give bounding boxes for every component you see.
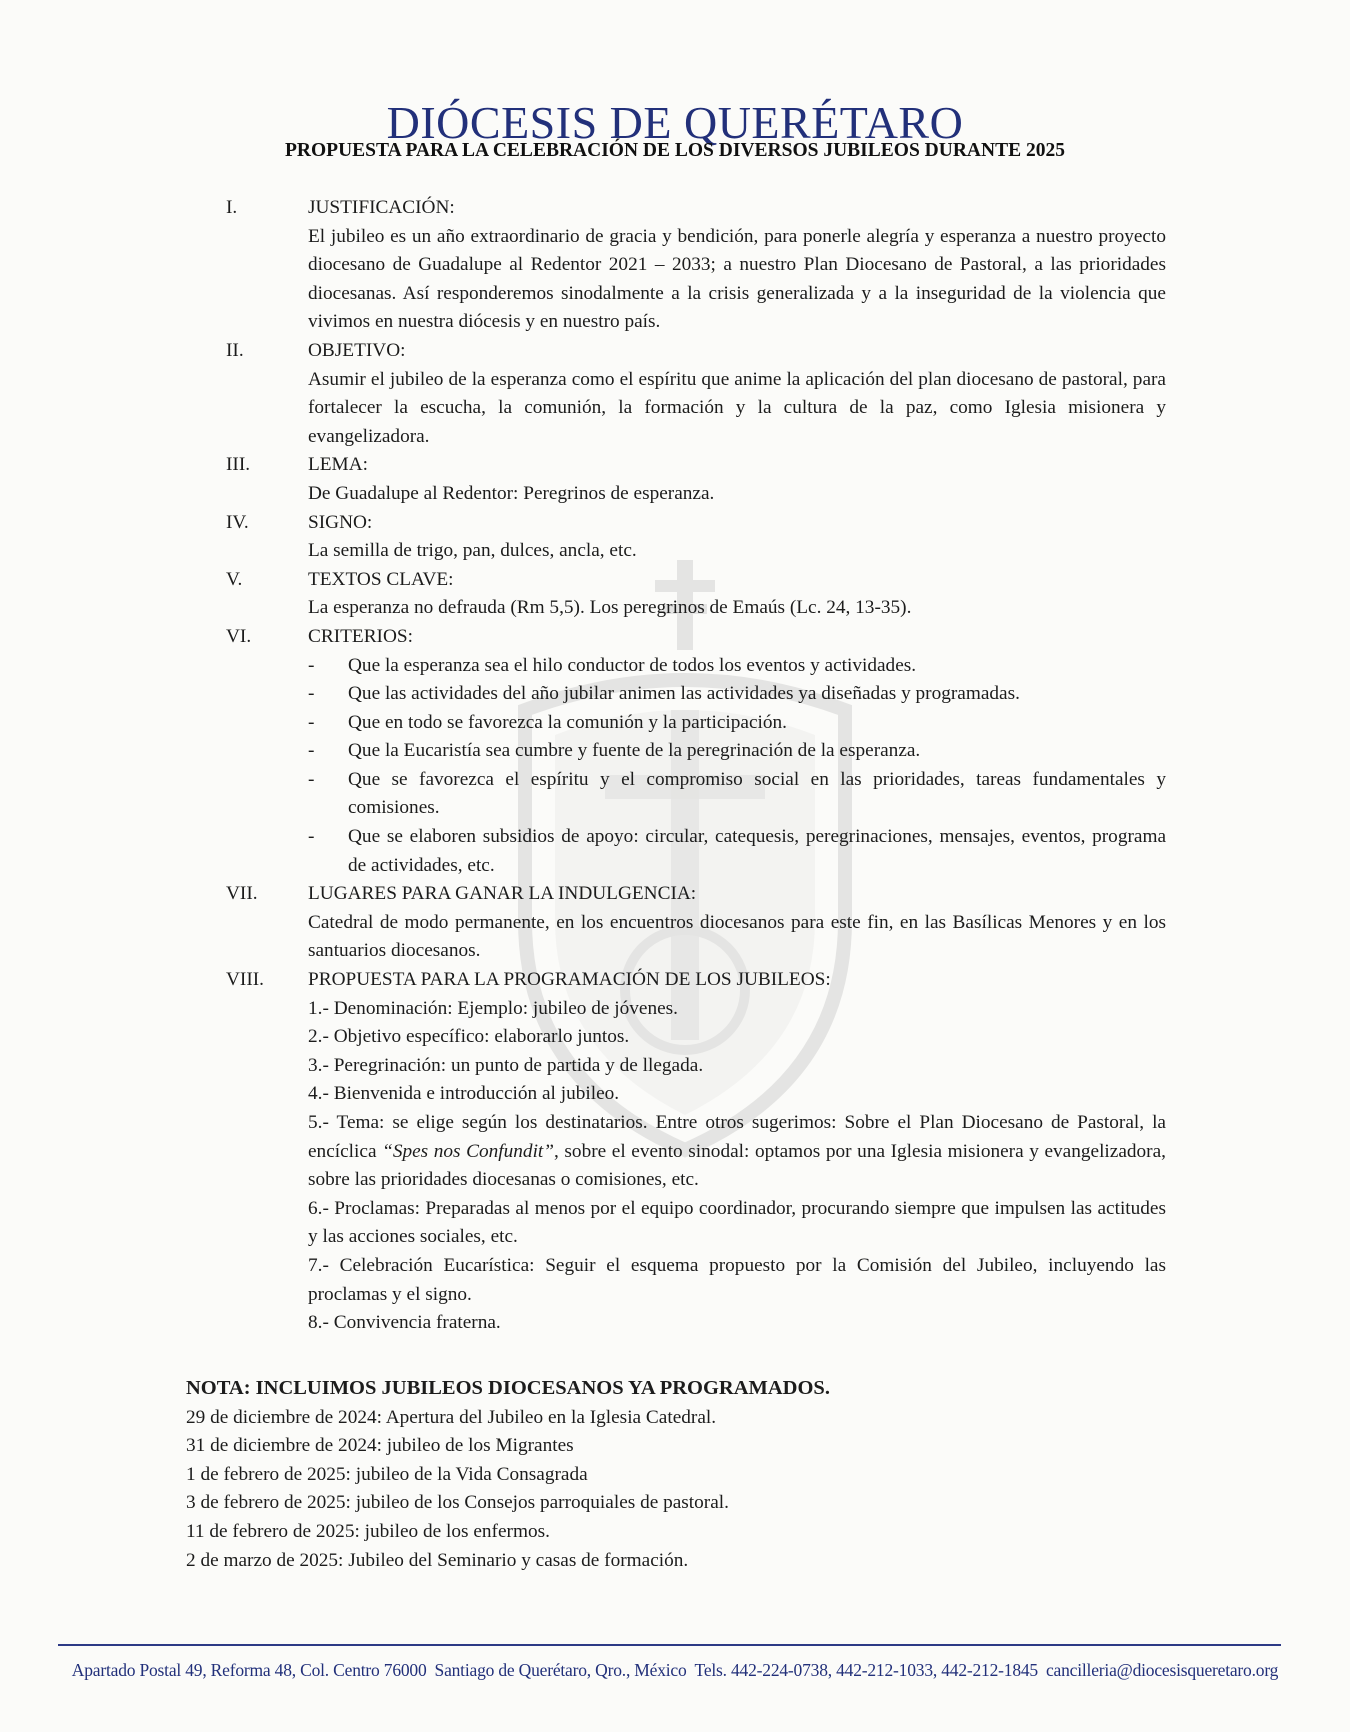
list-item: 6.- Proclamas: Preparadas al menos por el equipo coordinador, procurando siempre que impulsen las actitudes y las acciones sociales, etc.	[308, 1197, 1166, 1248]
list-item: - Que la esperanza sea el hilo conductor de todos los eventos y actividades.	[308, 654, 917, 676]
section-heading: LEMA:	[308, 454, 368, 476]
list-item: 3.- Peregrinación: un punto de partida y de llegada.	[308, 1054, 704, 1076]
section-number: I.	[226, 197, 238, 218]
section-number: V.	[226, 568, 243, 590]
section-heading: TEXTOS CLAVE:	[308, 568, 454, 590]
list-item: - Que se favorezca el espíritu y el compromiso social en las prioridades, tareas fundamentales y comisiones.	[308, 768, 1166, 819]
section-heading: OBJETIVO:	[308, 339, 406, 361]
list-item: 29 de diciembre de 2024: Apertura del Jubileo en la Iglesia Catedral.	[186, 1406, 717, 1428]
page-title: DIÓCESIS DE QUERÉTARO	[386, 97, 964, 148]
section-heading: PROPUESTA PARA LA PROGRAMACIÓN DE LOS JUBILEOS:	[308, 969, 831, 991]
section-number: VII.	[226, 883, 258, 905]
list-item: - Que las actividades del año jubilar animen las actividades ya diseñadas y programadas.	[308, 683, 1020, 705]
list-item: 7.- Celebración Eucarística: Seguir el esquema propuesto por la Comisión del Jubileo, incluyendo las proclamas y el signo.	[308, 1254, 1166, 1305]
footer-email[interactable]: cancilleria@diocesisqueretaro.org	[1045, 1660, 1279, 1680]
section-objetivo	[226, 337, 1166, 451]
list-item: 8.- Convivencia fraterna.	[308, 1312, 501, 1334]
footer-city: Santiago de Querétaro, Qro., México	[434, 1660, 687, 1680]
nota-title: NOTA: INCLUIMOS JUBILEOS DIOCESANOS YA PROGRAMADOS.	[186, 1377, 830, 1399]
section-number: VIII.	[226, 969, 265, 991]
list-item: 2.- Objetivo específico: elaborarlo juntos.	[308, 1026, 630, 1048]
section-textos-clave	[226, 566, 1166, 623]
section-propuesta	[226, 966, 1166, 1338]
section-text: El jubileo es un año extraordinario de gracia y bendición, para ponerle alegría y esperanza a nuestro proyecto diocesano de Guadalupe al Redentor 2021 – 2033; a nuestro Plan Diocesano de Pastoral, a las prioridades diocesanas. Así responderemos sinodalmente a la crisis generalizada y a la inseguridad de la violencia que vivimos en nuestra diócesis y en nuestro país.	[308, 225, 1166, 333]
list-item: - Que la Eucaristía sea cumbre y fuente de la peregrinación de la esperanza.	[308, 740, 921, 762]
list-item: 1 de febrero de 2025: jubileo de la Vida Consagrada	[186, 1463, 588, 1485]
section-number: III.	[226, 454, 251, 476]
section-lugares	[226, 880, 1166, 966]
section-heading: LUGARES PARA GANAR LA INDULGENCIA:	[308, 883, 697, 905]
list-item: 2 de marzo de 2025: Jubileo del Seminario y casas de formación.	[186, 1549, 689, 1571]
section-criterios	[226, 623, 1166, 880]
section-heading: JUSTIFICACIÓN:	[308, 197, 455, 218]
list-item: 1.- Denominación: Ejemplo: jubileo de jóvenes.	[308, 997, 679, 1019]
section-text: Catedral de modo permanente, en los encuentros diocesanos para este fin, en las Basílicas Menores y en los santuarios diocesanos.	[308, 911, 1166, 962]
section-number: IV.	[226, 511, 249, 533]
list-item: 31 de diciembre de 2024: jubileo de los Migrantes	[186, 1435, 574, 1457]
footer-address: Apartado Postal 49, Reforma 48, Col. Centro 76000	[71, 1660, 427, 1680]
section-number: VI.	[226, 625, 252, 647]
list-item: 4.- Bienvenida e introducción al jubileo.	[308, 1083, 620, 1105]
list-item: 3 de febrero de 2025: jubileo de los Consejos parroquiales de pastoral.	[186, 1492, 729, 1514]
page-subtitle: PROPUESTA PARA LA CELEBRACIÓN DE LOS DIVERSOS JUBILEOS DURANTE 2025	[285, 140, 1065, 161]
section-text: Asumir el jubileo de la esperanza como el espíritu que anime la aplicación del plan diocesano de pastoral, para fortalecer la escucha, la comunión, la formación y la cultura de la paz, como Iglesia misionera y evangelizadora.	[308, 368, 1166, 447]
section-text: La esperanza no defrauda (Rm 5,5). Los peregrinos de Emaús (Lc. 24, 13-35).	[308, 597, 912, 619]
list-item: - Que se elaboren subsidios de apoyo: circular, catequesis, peregrinaciones, mensajes, eventos, programa de actividades, etc.	[308, 826, 1166, 876]
document-body	[226, 194, 1166, 1338]
section-number: II.	[226, 339, 244, 361]
section-text: La semilla de trigo, pan, dulces, ancla, etc.	[308, 540, 637, 562]
list-item: 5.- Tema: se elige según los destinatarios. Entre otros sugerimos: Sobre el Plan Diocesano de Pastoral, la encíclica “Spes nos Confundit”, sobre el evento sinodal: optamos por una Iglesia misionera y evangelizadora, sobre las prioridades diocesanas o comisiones, etc.	[308, 1112, 1166, 1191]
footer-phones: Tels. 442-224-0738, 442-212-1033, 442-212-1845	[694, 1660, 1038, 1680]
list-item: 11 de febrero de 2025: jubileo de los enfermos.	[186, 1520, 550, 1542]
footer-divider	[58, 1644, 1281, 1646]
section-justificacion	[226, 194, 1166, 337]
section-heading: SIGNO:	[308, 511, 373, 533]
section-lema	[226, 451, 1166, 508]
list-item: - Que en todo se favorezca la comunión y la participación.	[308, 711, 788, 733]
section-heading: CRITERIOS:	[308, 625, 413, 647]
nota-section	[186, 1374, 1186, 1575]
footer	[0, 1660, 1350, 1681]
section-signo	[226, 509, 1166, 566]
section-text: De Guadalupe al Redentor: Peregrinos de esperanza.	[308, 482, 715, 504]
